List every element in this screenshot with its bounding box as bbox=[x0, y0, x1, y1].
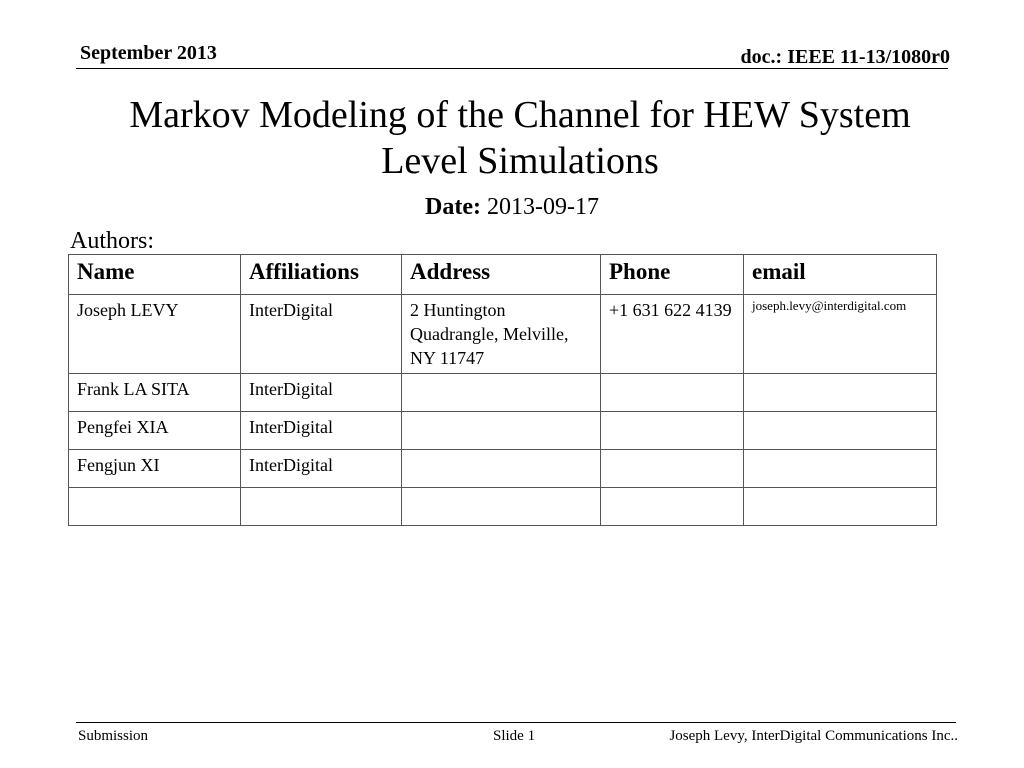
cell-affiliation: InterDigital bbox=[241, 374, 402, 412]
cell-email bbox=[744, 450, 937, 488]
footer-slide-number: Slide 1 bbox=[493, 728, 536, 744]
header-divider bbox=[76, 68, 948, 69]
footer-submission: Submission bbox=[78, 728, 149, 744]
col-header-name: Name bbox=[69, 255, 241, 295]
cell-email bbox=[744, 412, 937, 450]
cell-address bbox=[402, 374, 601, 412]
footer-divider bbox=[76, 722, 956, 723]
footer-author: Joseph Levy, InterDigital Communications Inc.. bbox=[669, 728, 958, 744]
cell-email bbox=[744, 488, 937, 526]
cell-phone bbox=[601, 412, 744, 450]
header-date: September 2013 bbox=[80, 42, 217, 64]
cell-affiliation: InterDigital bbox=[241, 412, 402, 450]
cell-email: joseph.levy@interdigital.com bbox=[744, 295, 937, 374]
cell-name: Joseph LEVY bbox=[69, 295, 241, 374]
date-line bbox=[0, 194, 1024, 221]
cell-email bbox=[744, 374, 937, 412]
table-header-row bbox=[69, 255, 937, 295]
table-row bbox=[69, 488, 937, 526]
cell-address: 2 Huntington Quadrangle, Melville, NY 11747 bbox=[402, 295, 601, 374]
col-header-affiliations: Affiliations bbox=[241, 255, 402, 295]
cell-name bbox=[69, 488, 241, 526]
cell-affiliation: InterDigital bbox=[241, 295, 402, 374]
table-row bbox=[69, 450, 937, 488]
header-doc-id: doc.: IEEE 11-13/1080r0 bbox=[740, 46, 950, 68]
cell-address bbox=[402, 488, 601, 526]
authors-label: Authors: bbox=[70, 228, 154, 254]
col-header-address: Address bbox=[402, 255, 601, 295]
cell-name: Pengfei XIA bbox=[69, 412, 241, 450]
cell-affiliation: InterDigital bbox=[241, 450, 402, 488]
cell-name: Frank LA SITA bbox=[69, 374, 241, 412]
table-row bbox=[69, 295, 937, 374]
cell-phone: +1 631 622 4139 bbox=[601, 295, 744, 374]
cell-address bbox=[402, 412, 601, 450]
cell-phone bbox=[601, 374, 744, 412]
cell-phone bbox=[601, 488, 744, 526]
col-header-email: email bbox=[744, 255, 937, 295]
cell-phone bbox=[601, 450, 744, 488]
col-header-phone: Phone bbox=[601, 255, 744, 295]
date-label: Date: bbox=[425, 194, 481, 220]
cell-name: Fengjun XI bbox=[69, 450, 241, 488]
date-value: 2013-09-17 bbox=[486, 194, 599, 220]
slide-title-line-2: Level Simulations bbox=[381, 140, 659, 182]
slide-title bbox=[60, 92, 980, 184]
cell-affiliation bbox=[241, 488, 402, 526]
table-row bbox=[69, 374, 937, 412]
slide-title-line-1: Markov Modeling of the Channel for HEW System bbox=[129, 94, 911, 136]
table-row bbox=[69, 412, 937, 450]
cell-address bbox=[402, 450, 601, 488]
authors-table bbox=[68, 254, 937, 526]
